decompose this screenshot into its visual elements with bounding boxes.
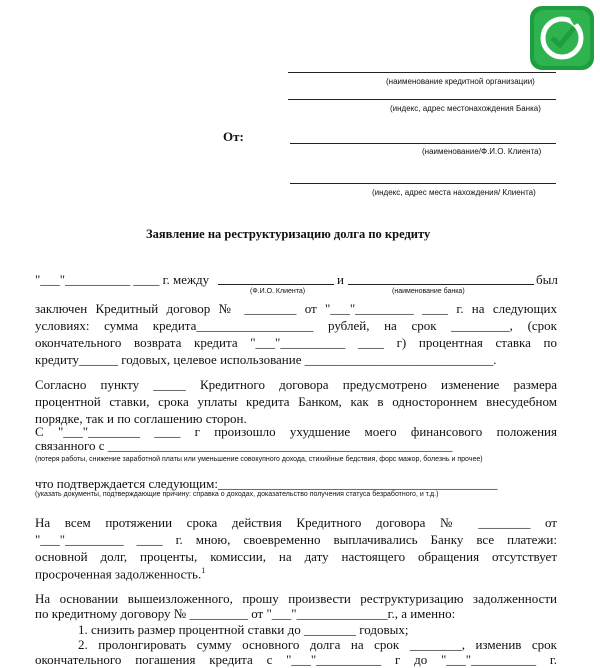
p2-caption: (потеря работы, снижение заработной платы или уменьшение совокупного дохода, стихийные бедствия, форс мажор, болезнь и прочее) [35,456,483,463]
client-name-caption: (наименование/Ф.И.О. Клиента) [422,147,542,156]
from-label: От: [223,129,244,144]
p1-line1-and: и [337,272,344,287]
p4-line2: "___"_________ ____ г. мною, своевременно выплачивались Банку все платежи: [35,532,557,547]
p1-line4: окончательного возврата кредита "___"__________ ____ г) процентная ставка по [35,335,557,350]
p4-line3: основной долг, проценты, комиссии, на дату настоящего обращения отсутствует [35,549,557,564]
p5-item1: 1. снизить размер процентной ставки до ________ годовых; [78,622,409,637]
bank-fill-line[interactable] [348,284,534,285]
p2-line1: Согласно пункту _____ Кредитного договора предусмотрено изменение размера [35,377,557,392]
bank-address-caption: (индекс, адрес местонахождения Банка) [390,104,541,113]
caption-bank-name: (наименование банка) [392,288,465,295]
p5-item2: 2. пролонгировать сумму основного долга на срок ________, изменив срок [78,637,557,652]
p1-line1-date: "___"__________ ____ г. между [35,272,210,287]
client-name-line[interactable] [290,143,556,144]
p2-line4: С "___"________ ____ г произошло ухудшение моего финансового положения [35,424,557,439]
client-address-line[interactable] [290,183,556,184]
p4-line4 [35,566,205,582]
p2-line5: связанного с _____________________________________________________ [35,438,453,453]
p5-line1: На основании вышеизложенного, прошу произвести реструктуризацию задолженности [35,591,557,606]
sberbank-logo-icon [528,4,596,72]
p5-line-last: окончательного погашения кредита с "___"__________ г до "___"__________ г. [35,652,557,667]
footnote-marker: 1 [201,566,206,575]
p1-line2: заключен Кредитный договор № ________ от "___"_________ ____ г. на следующих [35,301,557,316]
bank-name-caption: (наименование кредитной организации) [386,77,535,86]
p1-line5: кредиту______ годовых, целевое использование _____________________________. [35,352,497,367]
p1-line3: условиях: сумма кредита__________________ рублей, на срок _________, (срок [35,318,557,333]
p2-line2: процентной ставки, срока уплаты кредита Банком, как в одностороннем внесудебном [35,394,557,409]
caption-client-fio: (Ф.И.О. Клиента) [250,288,306,295]
p4-line4-text: просроченная задолженность. [35,566,202,582]
p2-line3: порядке, так и по соглашению сторон. [35,411,247,426]
p3-line1: что подтверждается следующим:___________________________________________ [35,476,498,491]
p3-caption: (указать документы, подтверждающие причину: справка о доходах, доказательство получения статуса безработного, и т.д.) [35,491,439,498]
bank-address-line[interactable] [288,99,556,100]
p1-line1-end: был [536,272,558,287]
client-fio-line[interactable] [218,284,334,285]
document-title: Заявление на реструктуризацию долга по кредиту [146,227,431,241]
client-address-caption: (индекс, адрес места нахождения/ Клиента) [372,188,536,197]
p5-line2: по кредитному договору № _________ от "___"______________г., а именно: [35,606,456,621]
bank-name-line[interactable] [288,72,556,73]
p4-line1: На всем протяжении срока действия Кредитного договора № ________ от [35,515,557,530]
